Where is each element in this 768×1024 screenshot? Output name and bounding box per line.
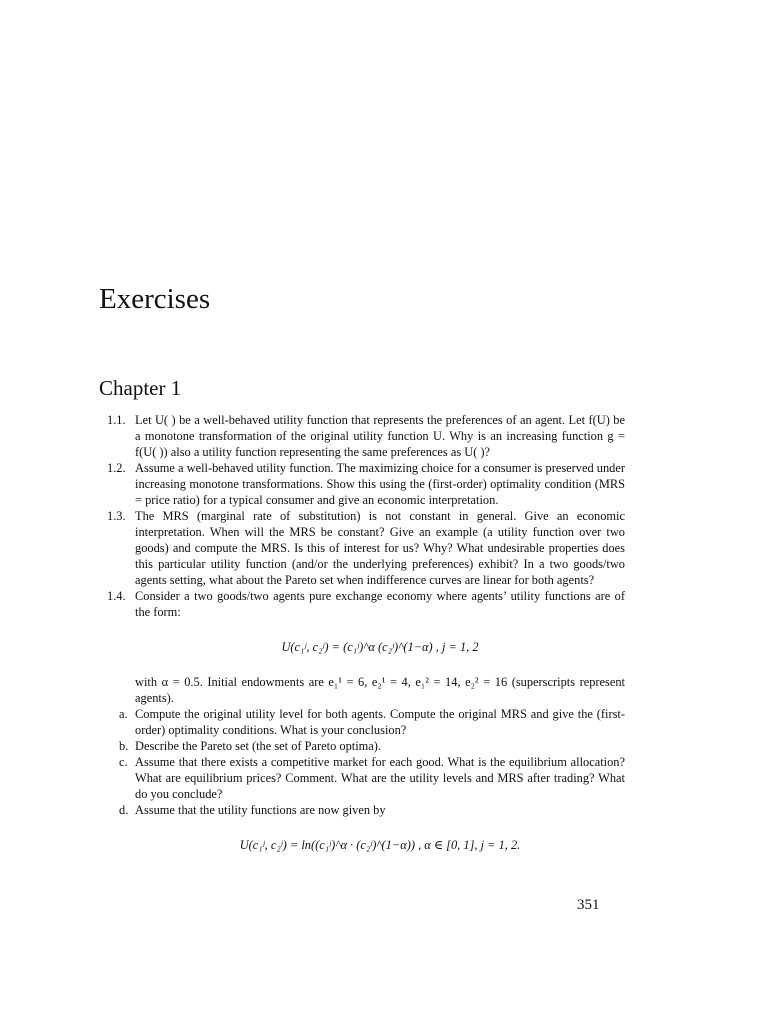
exercise-text: with α = 0.5. Initial endowments are e₁¹ = 6, e₂¹ = 4, e₁² = 14, e₂² = 16 (superscripts represent agents). <box>135 675 625 705</box>
part-text: Assume that the utility functions are now given by <box>135 803 386 817</box>
chapter-title: Chapter 1 <box>99 376 182 400</box>
part-text: Assume that there exists a competitive market for each good. What is the equilibrium allocation? What are equilibrium prices? Comment. What are the utility levels and MRS after trading? What do you conclude? <box>135 755 625 801</box>
exercise-1-2 <box>99 460 625 508</box>
exercise-list <box>99 412 625 872</box>
part-letter: a. <box>119 707 128 721</box>
part-letter: b. <box>119 739 129 753</box>
part-letter: d. <box>119 803 129 817</box>
exercise-part-c <box>99 754 625 802</box>
page-number: 351 <box>577 897 600 913</box>
exercise-number: 1.1. <box>107 413 126 427</box>
part-letter: c. <box>119 755 128 769</box>
exercise-1-4 <box>99 588 625 620</box>
exercise-part-a <box>99 706 625 738</box>
utility-formula: U(c₁ʲ, c₂ʲ) = (c₁ʲ)^α (c₂ʲ)^(1−α) , j = 1, 2 <box>281 640 479 654</box>
exercise-1-1 <box>99 412 625 460</box>
exercise-part-b <box>99 738 625 754</box>
part-text: Describe the Pareto set (the set of Pareto optima). <box>135 739 382 753</box>
exercise-text: Consider a two goods/two agents pure exchange economy where agents’ utility functions are of the form: <box>135 589 625 619</box>
exercise-text: Let U( ) be a well-behaved utility function that represents the preferences of an agent. Let f(U) be a monotone transformation of the original utility function U. Why is an increasing function g = f(U( )) also a utility function representing the same preferences as U( )? <box>135 413 625 459</box>
exercise-text: Assume a well-behaved utility function. The maximizing choice for a consumer is preserved under increasing monotone transformations. Show this using the (first-order) optimality condition (MRS = price ratio) for a typical consumer and give an economic interpretation. <box>135 461 625 507</box>
part-text: Compute the original utility level for both agents. Compute the original MRS and give the (first-order) optimality conditions. What is your conclusion? <box>135 707 625 737</box>
log-utility-formula: U(c₁ʲ, c₂ʲ) = ln((c₁ʲ)^α · (c₂ʲ)^(1−α)) , α ∈ [0, 1], j = 1, 2. <box>239 838 521 852</box>
exercise-number: 1.4. <box>107 589 126 603</box>
exercise-number: 1.2. <box>107 461 126 475</box>
exercise-text: The MRS (marginal rate of substitution) is not constant in general. Give an economic interpretation. When will the MRS be constant? Give an example (a utility function over two goods) and compute the MRS. Is this of interest for us? Why? What undesirable properties does this particular utility function (and/or the underlying preferences) exhibit? In a two goods/two agents setting, what about the Pareto set when indifference curves are linear for both agents? <box>135 509 625 587</box>
exercise-1-3 <box>99 508 625 588</box>
exercise-1-4-continued <box>99 674 625 706</box>
page-title: Exercises <box>99 283 211 315</box>
exercise-number: 1.3. <box>107 509 126 523</box>
exercise-part-d <box>99 802 625 818</box>
